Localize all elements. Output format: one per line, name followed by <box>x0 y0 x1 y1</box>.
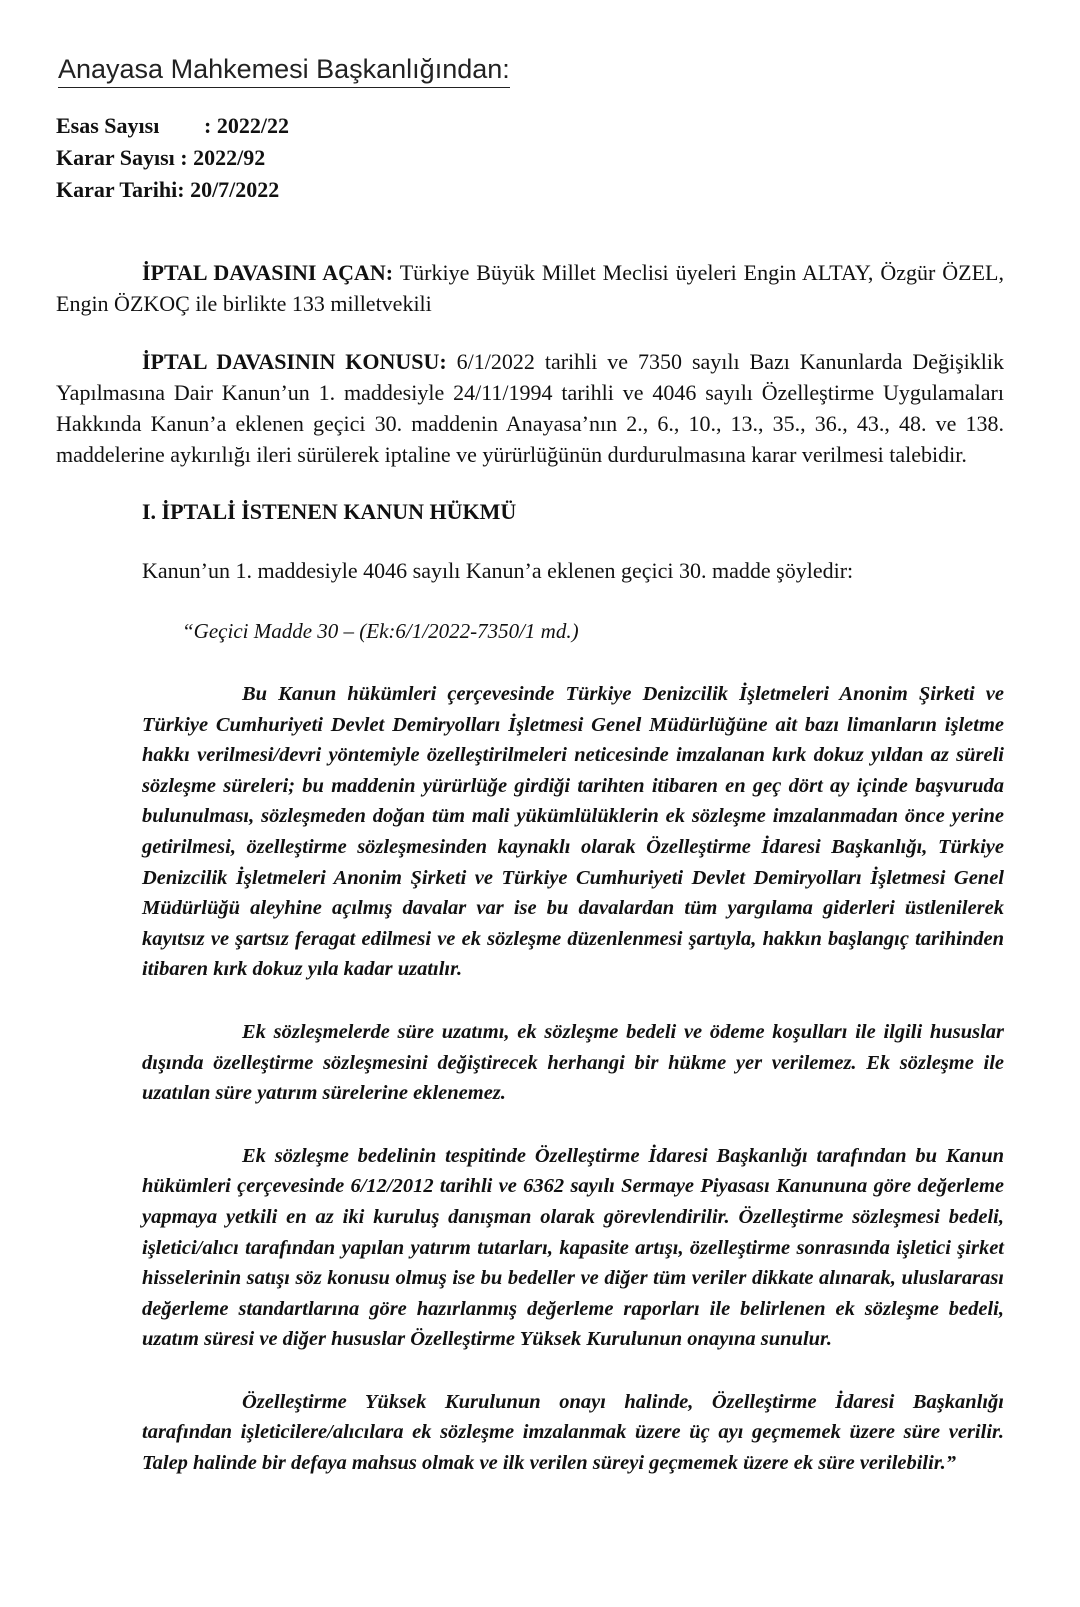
esas-label: Esas Sayısı <box>56 113 160 138</box>
quote-paragraph-1: Bu Kanun hükümleri çerçevesinde Türkiye Denizcilik İşletmeleri Anonim Şirketi ve Türkiye Cumhuriyeti Devlet Demiryolları İşletmesi Genel Müdürlüğüne ait bazı limanların işletme hakkı verilmesi/devri yöntemiyle özelleştirilmeleri neticesinde imzalanan kırk dokuz yıldan az süreli sözleşme süreleri; bu maddenin yürürlüğe girdiği tarihten itibaren en geç dört ay içinde başvuruda bulunulması, sözleşmeden doğan tüm mali yükümlülüklerin ek sözleşme imzalanmadan önce yerine getirilmesi, özelleştirme sözleşmesinden kaynaklı olarak Özelleştirme İdaresi Başkanlığı, Türkiye Denizcilik İşletmeleri Anonim Şirketi ve Türkiye Cumhuriyeti Devlet Demiryolları İşletmesi Genel Müdürlüğü aleyhine açılmış davalar var ise bu davalardan tüm yargılama giderleri üstlenilerek kayıtsız ve şartsız feragat edilmesi ve ek sözleşme düzenlenmesi şartıyla, hakkın başlangıç tarihinden itibaren kırk dokuz yıla kadar uzatılır. <box>142 683 1004 981</box>
quote-paragraph-4: Özelleştirme Yüksek Kurulunun onayı halinde, Özelleştirme İdaresi Başkanlığı tarafından işleticilere/alıcılara ek sözleşme imzalanmak üzere üç ayı geçmemek üzere süre verilir. Talep halinde bir defaya mahsus olmak ve ilk verilen süreyi geçmemek üzere ek süre verilebilir.” <box>142 1390 1004 1475</box>
document-header: Anayasa Mahkemesi Başkanlığından: <box>58 52 510 88</box>
tarih-value: 20/7/2022 <box>190 177 280 202</box>
quote-heading: “Geçici Madde 30 – (Ek:6/1/2022-7350/1 md.) <box>182 619 579 643</box>
subject-text: 6/1/2022 tarihli ve 7350 sayılı Bazı Kanunlarda Değişiklik Yapılmasına Dair Kanun’un 1. maddesiyle 24/11/1994 tarihli ve 4046 sayılı Özelleştirme Uygulamaları Hakkında Kanun’a eklenen geçici 30. maddenin Anayasa’nın 2., 6., 10., 13., 35., 36., 43., 48. ve 138. maddelerine aykırılığı ileri sürülerek iptaline ve yürürlüğünün durdurulmasına karar verilmesi talebidir. <box>56 349 1005 467</box>
karar-label: Karar Sayısı : <box>56 145 188 170</box>
esas-row <box>56 110 289 142</box>
tarih-label: Karar Tarihi: <box>56 177 185 202</box>
applicant-paragraph <box>56 257 1004 319</box>
subject-paragraph <box>56 346 1004 470</box>
subject-label: İPTAL DAVASININ KONUSU: <box>142 349 447 374</box>
case-meta <box>56 110 289 206</box>
quote-paragraph-3: Ek sözleşme bedelinin tespitinde Özelleştirme İdaresi Başkanlığı tarafından bu Kanun hükümleri çerçevesinde 6/12/2012 tarihli ve 6362 sayılı Sermaye Piyasası Kanununa göre değerleme yapmaya yetkili en az iki kuruluş danışman olarak görevlendirilir. Özelleştirme sözleşmesi bedeli, işletici/alıcı tarafından yapılan yatırım tutarları, kapasite artışı, özelleştirme sonrasında işletici şirket hisselerinin satışı söz konusu olmuş ise bu bedeller ve diğer tüm veriler dikkate alınarak, uluslararası değerleme standartlarına göre hazırlanmış değerleme raporları ile belirlenen ek sözleşme bedeli, uzatım süresi ve diğer hususlar Özelleştirme Yüksek Kurulunun onayına sunulur. <box>142 1144 1004 1351</box>
quote-paragraph-2: Ek sözleşmelerde süre uzatımı, ek sözleşme bedeli ve ödeme koşulları ile ilgili hususlar dışında özelleştirme sözleşmesini değiştirecek herhangi bir hükme yer verilemez. Ek sözleşme ile uzatılan süre yatırım sürelerine eklenemez. <box>142 1020 1004 1105</box>
section-intro: Kanun’un 1. maddesiyle 4046 sayılı Kanun’a eklenen geçici 30. madde şöyledir: <box>142 558 854 583</box>
karar-row <box>56 142 289 174</box>
tarih-row <box>56 174 289 206</box>
karar-value: 2022/92 <box>193 145 266 170</box>
applicant-label: İPTAL DAVASINI AÇAN: <box>142 260 394 285</box>
document-body <box>56 257 1004 1479</box>
esas-value: : 2022/22 <box>204 113 289 138</box>
section-title: I. İPTALİ İSTENEN KANUN HÜKMÜ <box>142 499 517 524</box>
applicant-text: Türkiye Büyük Millet Meclisi üyeleri Engin ALTAY, Özgür ÖZEL, Engin ÖZKOÇ ile birlikte 133 milletvekili <box>56 260 1004 316</box>
